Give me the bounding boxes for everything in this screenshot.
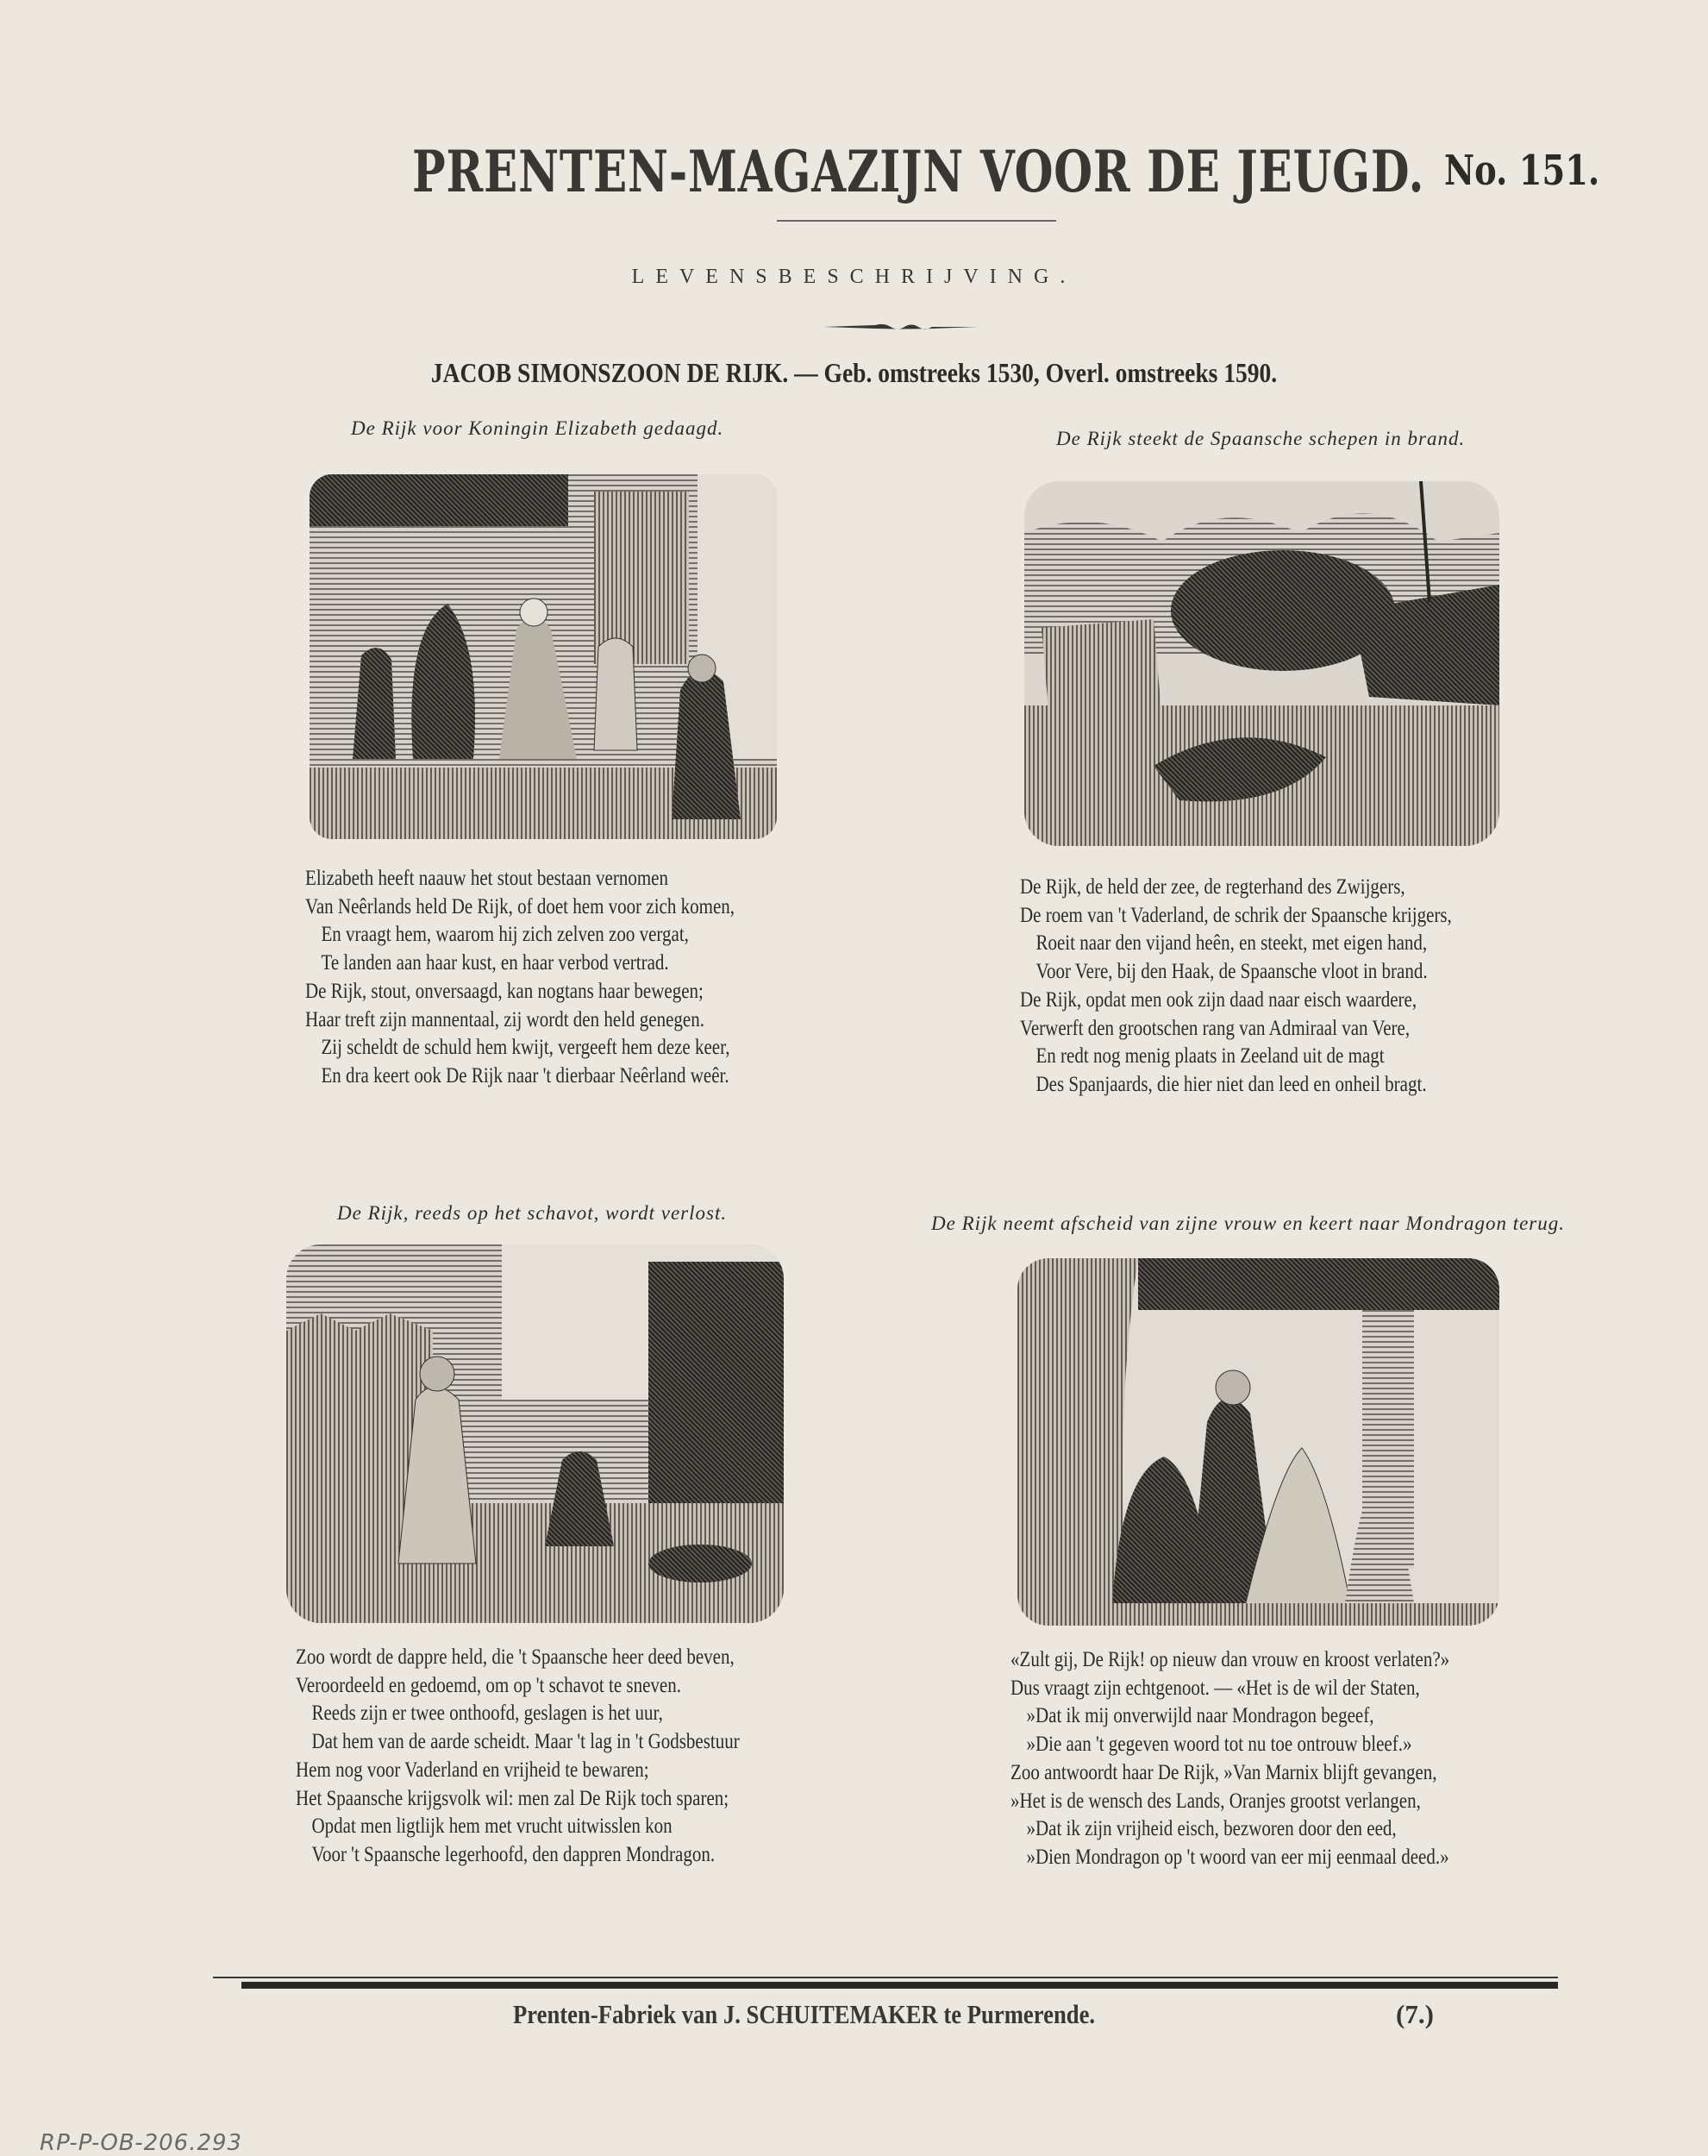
panel-3-caption: De Rijk, reeds op het schavot, wordt verlost. bbox=[337, 1202, 728, 1224]
archive-inventory-note: RP-P-OB-206.293 bbox=[40, 2130, 243, 2156]
poem-line: »Die aan 't gegeven woord tot nu toe ontrouw bleef.» bbox=[1026, 1733, 1412, 1757]
poem-line: Des Spanjaards, die hier niet dan leed en onheil bragt. bbox=[1035, 1072, 1427, 1096]
poem-line: »Dat ik mij onverwijld naar Mondragon begeef, bbox=[1026, 1704, 1374, 1728]
poem-line: Dat hem van de aarde scheidt. Maar 't lag in 't Godsbestuur bbox=[311, 1730, 740, 1754]
illustration-burning-spanish-ships bbox=[1024, 481, 1499, 846]
illustration-queen-elizabeth-audience bbox=[310, 474, 777, 839]
panel-4-poem bbox=[1010, 1646, 1449, 1872]
section-heading: LEVENSBESCHRIJVING. bbox=[631, 266, 1077, 288]
poem-line: Zij scheldt de schuld hem kwijt, vergeeft hem deze keer, bbox=[321, 1036, 730, 1060]
poem-line: Opdat men ligtlijk hem met vrucht uitwisslen kon bbox=[311, 1814, 673, 1839]
poem-line: En redt nog menig plaats in Zeeland uit de magt bbox=[1035, 1044, 1385, 1069]
panel-2-caption: De Rijk steekt de Spaansche schepen in brand. bbox=[1056, 428, 1466, 449]
poem-line: De Rijk, opdat men ook zijn daad naar eisch waardere, bbox=[1020, 987, 1417, 1012]
illustration-scaffold-rescue bbox=[286, 1244, 784, 1623]
poem-line: Veroordeeld en gedoemd, om op 't schavot te sneven. bbox=[296, 1673, 681, 1697]
poem-line: »Dat ik zijn vrijheid eisch, bezworen door den eed, bbox=[1026, 1817, 1397, 1841]
publisher-imprint: Prenten-Fabriek van J. SCHUITEMAKER te Purmerende. bbox=[513, 1999, 1096, 2029]
footer-rule-thick bbox=[241, 1982, 1558, 1989]
footer-rule-thin bbox=[213, 1977, 1558, 1978]
poem-line: «Zult gij, De Rijk! op nieuw dan vrouw en kroost verlaten?» bbox=[1010, 1648, 1450, 1671]
panel-4-caption: De Rijk neemt afscheid van zijne vrouw en keert naar Mondragon terug. bbox=[931, 1213, 1566, 1234]
poem-line: »Het is de wensch des Lands, Oranjes grootst verlangen, bbox=[1010, 1789, 1421, 1813]
poem-line: Roeit naar den vijand heên, en steekt, met eigen hand, bbox=[1035, 931, 1428, 956]
poem-line: De Rijk, de held der zee, de regterhand des Zwijgers, bbox=[1020, 875, 1405, 899]
poem-line: En dra keert ook De Rijk naar 't dierbaar Neêrland weêr. bbox=[321, 1063, 729, 1087]
poem-line: Voor Vere, bij den Haak, de Spaansche vloot in brand. bbox=[1035, 960, 1428, 984]
panel-3-poem bbox=[296, 1644, 740, 1870]
poem-line: Het Spaansche krijgsvolk wil: men zal De Rijk toch sparen; bbox=[296, 1786, 729, 1810]
poem-line: »Dien Mondragon op 't woord van eer mij eenmaal deed.» bbox=[1026, 1845, 1449, 1869]
poem-line: Haar treft zijn mannentaal, zij wordt den held genegen. bbox=[305, 1007, 704, 1031]
poem-line: Te landen aan haar kust, en haar verbod vertrad. bbox=[321, 951, 669, 975]
panel-2-poem bbox=[1020, 874, 1452, 1100]
biography-subtitle bbox=[0, 357, 1708, 389]
title-divider bbox=[777, 220, 1056, 222]
poem-line: De Rijk, stout, onversaagd, kan nogtans haar bewegen; bbox=[305, 979, 704, 1003]
panel-1-poem bbox=[305, 865, 735, 1091]
issue-number: No. 151. bbox=[1444, 147, 1600, 195]
poem-line: Reeds zijn er twee onthoofd, geslagen is het uur, bbox=[311, 1702, 663, 1726]
page-title: PRENTEN-MAGAZIJN VOOR DE JEUGD. bbox=[412, 138, 1425, 205]
poem-line: Voor 't Spaansche legerhoofd, den dappren Mondragon. bbox=[311, 1842, 716, 1866]
poem-line: Elizabeth heeft naauw het stout bestaan vernomen bbox=[305, 867, 669, 890]
poem-line: Zoo antwoordt haar De Rijk, »Van Marnix blijft gevangen, bbox=[1010, 1760, 1437, 1784]
poem-line: De roem van 't Vaderland, de schrik der Spaansche krijgers, bbox=[1020, 903, 1452, 927]
poem-line: Van Neêrlands held De Rijk, of doet hem voor zich komen, bbox=[305, 894, 735, 918]
page-number: (7.) bbox=[1396, 1999, 1434, 2029]
illustration-farewell-to-wife bbox=[1017, 1258, 1499, 1626]
ornament-divider-icon bbox=[823, 321, 979, 333]
panel-1-caption: De Rijk voor Koningin Elizabeth gedaagd. bbox=[351, 417, 724, 439]
poem-line: Hem nog voor Vaderland en vrijheid te bewaren; bbox=[296, 1758, 649, 1782]
subtitle-text: JACOB SIMONSZOON DE RIJK. — Geb. omstreeks 1530, Overl. omstreeks 1590. bbox=[430, 357, 1278, 388]
poem-line: Zoo wordt de dappre held, die 't Spaansche heer deed beven, bbox=[296, 1645, 735, 1669]
poem-line: En vraagt hem, waarom hij zich zelven zoo vergat, bbox=[321, 923, 689, 947]
poem-line: Verwerft den grootschen rang van Admiraal van Vere, bbox=[1020, 1016, 1411, 1040]
poem-line: Dus vraagt zijn echtgenoot. — «Het is de wil der Staten, bbox=[1010, 1676, 1420, 1700]
